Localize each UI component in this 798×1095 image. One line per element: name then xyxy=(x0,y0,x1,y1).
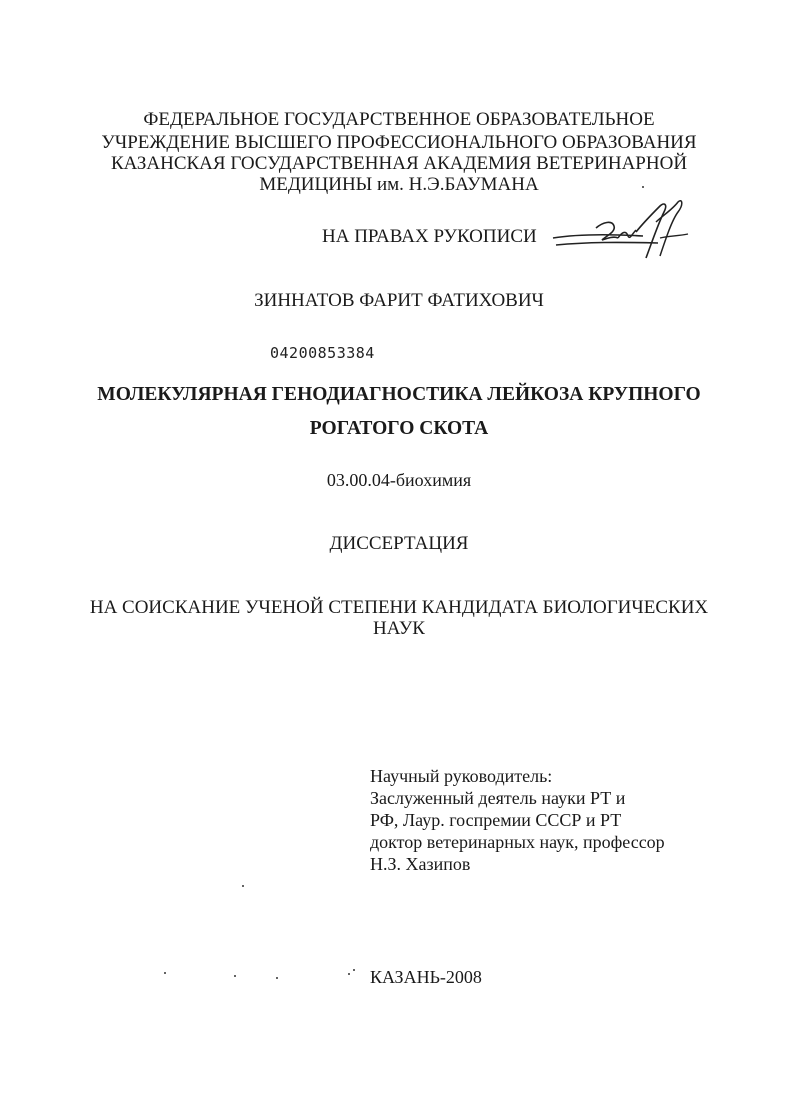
supervisor-title-2: РФ, Лаур. госпремии СССР и РТ xyxy=(370,810,622,830)
scan-speck xyxy=(164,972,166,974)
specialty-code: 03.00.04-биохимия xyxy=(326,470,472,490)
institution-line-2: УЧРЕЖДЕНИЕ ВЫСШЕГО ПРОФЕССИОНАЛЬНОГО ОБРАЗОВАНИЯ xyxy=(101,132,697,153)
author-name: ЗИННАТОВ ФАРИТ ФАТИХОВИЧ xyxy=(254,290,544,311)
supervisor-degree: доктор ветеринарных наук, профессор xyxy=(370,832,665,852)
institution-line-4: МЕДИЦИНЫ им. Н.Э.БАУМАНА xyxy=(259,174,539,195)
degree-line-2: НАУК xyxy=(373,618,425,639)
city-year: КАЗАНЬ-2008 xyxy=(370,967,482,987)
scan-speck xyxy=(353,969,355,971)
institution-line-1: ФЕДЕРАЛЬНОЕ ГОСУДАРСТВЕННОЕ ОБРАЗОВАТЕЛЬНОЕ xyxy=(143,109,655,130)
scan-speck xyxy=(242,885,244,887)
scan-speck xyxy=(234,975,236,977)
manuscript-label: НА ПРАВАХ РУКОПИСИ xyxy=(322,226,537,247)
archive-stamp-number: 04200853384 xyxy=(270,344,375,362)
supervisor-label: Научный руководитель: xyxy=(370,766,553,786)
dissertation-title-line-2: РОГАТОГО СКОТА xyxy=(309,418,489,439)
scan-speck xyxy=(642,186,644,188)
institution-line-3: КАЗАНСКАЯ ГОСУДАРСТВЕННАЯ АКАДЕМИЯ ВЕТЕРИНАРНОЙ xyxy=(110,153,688,174)
dissertation-title-line-1: МОЛЕКУЛЯРНАЯ ГЕНОДИАГНОСТИКА ЛЕЙКОЗА КРУПНОГО xyxy=(97,384,701,405)
supervisor-name: Н.З. Хазипов xyxy=(370,854,471,874)
document-type: ДИССЕРТАЦИЯ xyxy=(329,533,469,554)
scan-speck xyxy=(276,977,278,979)
handwritten-signature xyxy=(548,198,693,264)
degree-line-1: НА СОИСКАНИЕ УЧЕНОЙ СТЕПЕНИ КАНДИДАТА БИОЛОГИЧЕСКИХ xyxy=(89,597,709,618)
supervisor-title-1: Заслуженный деятель науки РТ и xyxy=(370,788,626,808)
scan-speck xyxy=(348,973,350,975)
